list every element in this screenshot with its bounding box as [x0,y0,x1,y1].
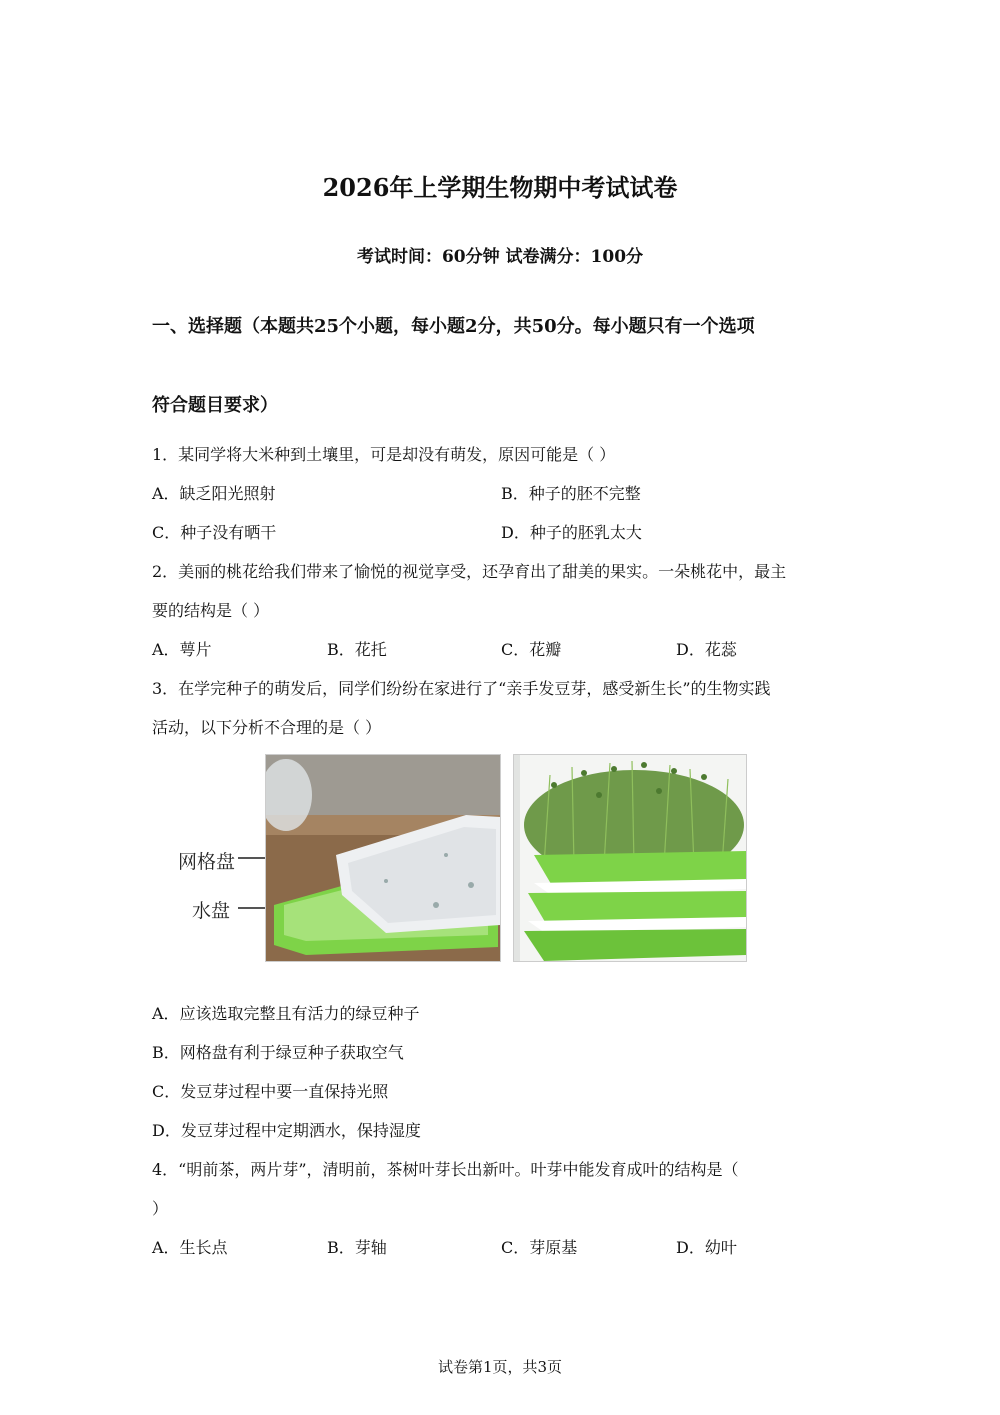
q2-option-c: C．花瓣 [501,640,562,659]
q4-option-d: D．幼叶 [676,1238,737,1257]
q3-option-c: C．发豆芽过程中要一直保持光照 [152,1082,389,1101]
q2-option-a: A．萼片 [152,640,212,659]
q2-option-d: D．花蕊 [676,640,737,659]
q2-stem-line1: 2．美丽的桃花给我们带来了愉悦的视觉享受，还孕育出了甜美的果实。一朵桃花中，最主 [152,562,787,581]
q3-option-b: B．网格盘有利于绿豆种子获取空气 [152,1043,404,1062]
photo-bean-sprouts [513,754,747,962]
q1-option-a: A．缺乏阳光照射 [152,484,276,503]
q4-stem-line2: ） [152,1199,169,1218]
q4-option-c: C．芽原基 [501,1238,578,1257]
exam-subtitle: 考试时间：60分钟 试卷满分：100分 [356,247,644,267]
label-water-tray: 水盘 [192,900,231,922]
q3-option-d: D．发豆芽过程中定期洒水，保持湿度 [152,1121,421,1140]
page-footer: 试卷第1页，共3页 [437,1358,563,1376]
q1-option-b: B．种子的胚不完整 [501,484,641,503]
q3-stem-line2: 活动，以下分析不合理的是（ ） [152,718,382,737]
exam-title: 2026年上学期生物期中考试试卷 [322,173,678,202]
photo-trays-stacked [265,754,501,962]
q3-stem-line1: 3．在学完种子的萌发后，同学们纷纷在家进行了“亲手发豆芽，感受新生长”的生物实践 [152,679,771,698]
q4-stem-line1: 4．“明前茶，两片芽”，清明前，茶树叶芽长出新叶。叶芽中能发育成叶的结构是（ [152,1160,739,1179]
q4-option-b: B．芽轴 [327,1238,387,1257]
q1-option-c: C．种子没有晒干 [152,523,277,542]
q3-option-a: A．应该选取完整且有活力的绿豆种子 [152,1004,420,1023]
section-heading-line1: 一、选择题（本题共25个小题，每小题2分，共50分。每小题只有一个选项 [152,316,755,337]
section-heading-line2: 符合题目要求） [152,395,278,416]
sprouting-trays-figure [170,754,750,962]
q1-stem: 1．某同学将大米种到土壤里，可是却没有萌发，原因可能是（ ） [152,445,616,464]
q4-option-a: A．生长点 [152,1238,228,1257]
q1-option-d: D．种子的胚乳太大 [501,523,642,542]
label-mesh-tray: 网格盘 [178,851,236,873]
q2-stem-line2: 要的结构是（ ） [152,601,270,620]
q2-option-b: B．花托 [327,640,387,659]
label-leader-lines [170,754,270,962]
